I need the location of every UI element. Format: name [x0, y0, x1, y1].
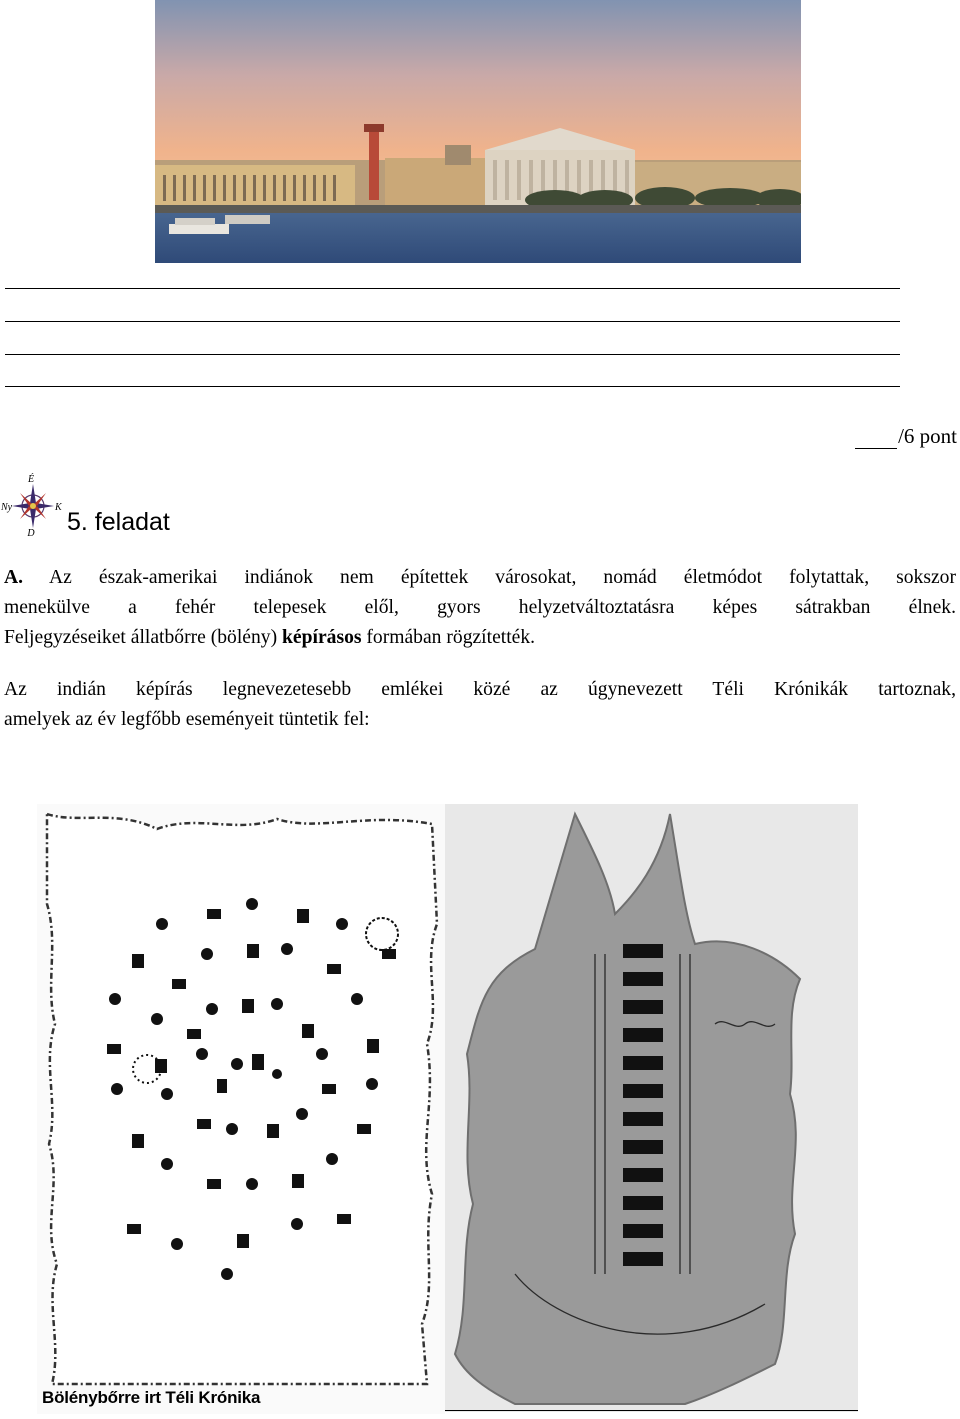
paragraph-a-line-3 [4, 623, 956, 653]
score-blank[interactable] [855, 428, 897, 449]
compass-north-label: É [27, 474, 35, 485]
answer-line-3[interactable] [5, 354, 900, 355]
compass-icon [0, 472, 64, 538]
paragraph-a-line-2: menekülve a fehér telepesek elől, gyors helyzetváltoztatásra képes sátrakban élnek. [4, 597, 956, 618]
paragraph-a [4, 563, 956, 653]
paragraph-b-line-1: Az indián képírás legnevezetesebb emlékei közé az úgynevezett Téli Krónikák tartoznak, [4, 679, 956, 700]
compass-south-label: D [27, 528, 35, 538]
paragraph-a-letter: A. [4, 567, 24, 588]
compass-east-label: K [55, 502, 62, 513]
score-label: /6 pont [898, 424, 957, 448]
paragraph-b-line-2: amelyek az év legfőbb eseményeit tüntetik fel: [4, 709, 370, 730]
answer-line-2[interactable] [5, 321, 900, 322]
figure-right-caption-line[interactable] [445, 1410, 858, 1411]
paragraph-a-line-3-end: formában rögzítették. [361, 627, 536, 648]
painted-hide-photo [445, 804, 858, 1412]
bold-term: képírásos [282, 627, 362, 648]
city-embankment-photo [155, 0, 801, 263]
answer-line-4[interactable] [5, 386, 900, 387]
paragraph-b [4, 675, 956, 735]
compass-west-label: Ny [1, 502, 13, 513]
figure-left-caption: Bölénybőrre irt Téli Krónika [42, 1388, 261, 1407]
paragraph-a-line-1-text: Az észak-amerikai indiánok nem építettek városokat, nomád életmódot folytattak, sokszor [23, 567, 956, 588]
winter-count-drawing [37, 804, 445, 1414]
paragraph-a-line-1 [4, 563, 956, 593]
answer-line-1[interactable] [5, 288, 900, 289]
task-title: 5. feladat [67, 508, 170, 536]
paragraph-a-line-3-start: Feljegyzéseiket állatbőrre (bölény) [4, 627, 283, 648]
score-field [855, 424, 957, 449]
